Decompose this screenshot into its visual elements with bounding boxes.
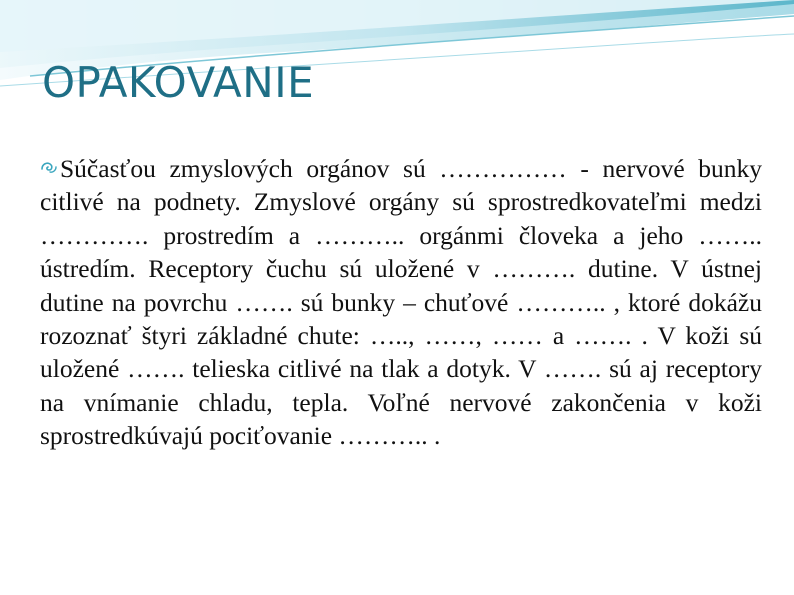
slide-title: OPAKOVANIE — [42, 58, 315, 107]
slide-body-paragraph — [40, 152, 762, 453]
swirl-bullet-icon — [40, 160, 58, 176]
body-text: Súčasťou zmyslových orgánov sú …………… - nervové bunky citlivé na podnety. Zmyslové orgány sú sprostredkovateľmi medzi …………. prostredím a ……….. orgánmi človeka a jeho …….. ústredím. Receptory čuchu sú uložené v ………. dutine. V ústnej dutine na povrchu ……. sú bunky – chuťové ……….. , ktoré dokážu rozoznať štyri základné chute: ….., ……, …… a ……. . V koži sú uložené ……. telieska citlivé na tlak a dotyk. V ……. sú aj receptory na vnímanie chladu, tepla. Voľné nervové zakončenia v koži sprostredkúvajú pociťovanie ……….. . — [40, 154, 762, 451]
